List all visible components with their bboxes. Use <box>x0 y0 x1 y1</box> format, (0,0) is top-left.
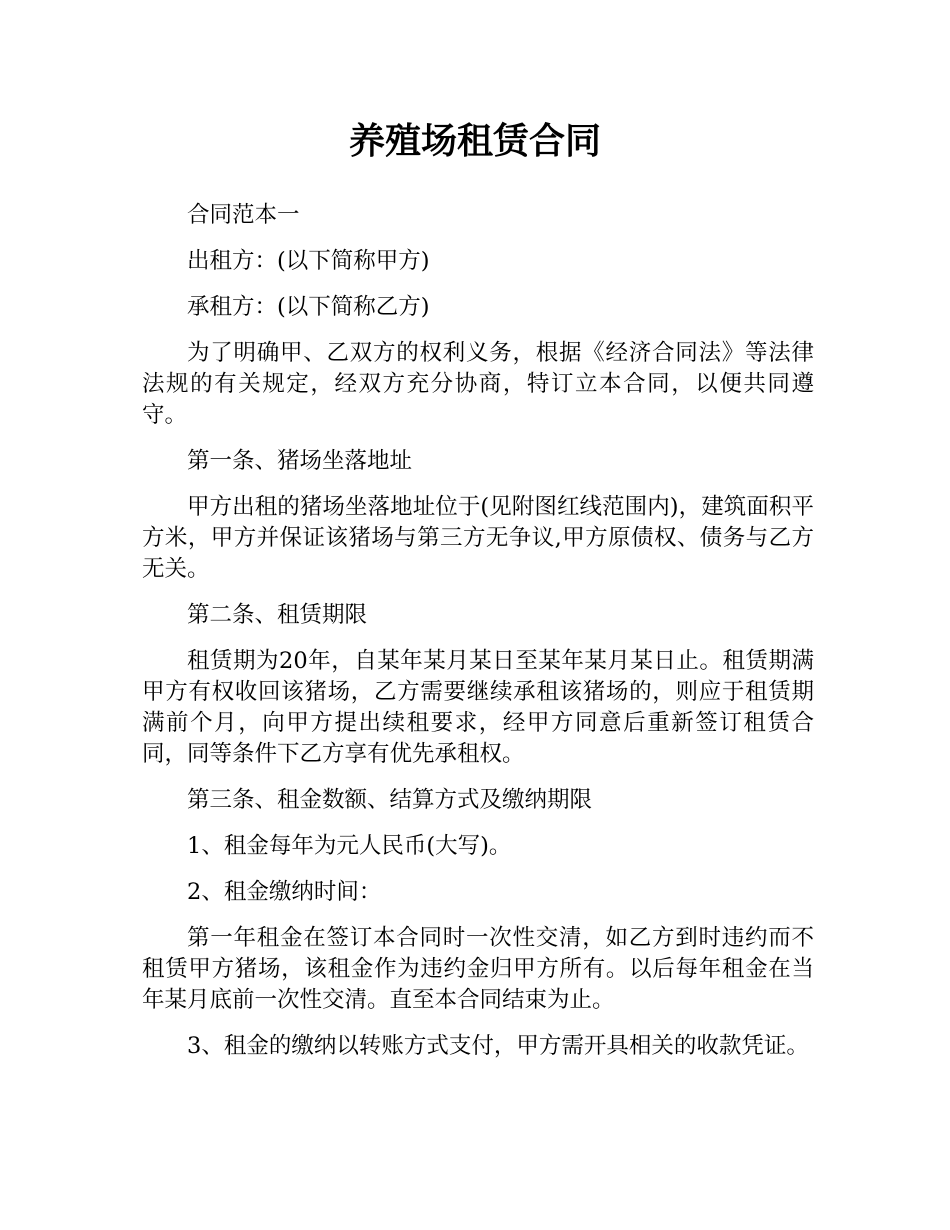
article-3-heading: 第三条、租金数额、结算方式及缴纳期限 <box>187 787 593 813</box>
paragraph-template-label: 合同范本一 <box>187 202 300 228</box>
article-3-item-3: 3、租金的缴纳以转账方式支付，甲方需开具相关的收款凭证。 <box>187 1033 809 1059</box>
document-title: 养殖场租赁合同 <box>348 121 601 162</box>
article-1-body: 甲方出租的猪场坐落地址位于(见附图红线范围内)，建筑面积平方米，甲方并保证该猪场与第三方无争议,甲方原债权、债务与乙方无关。 <box>142 494 814 582</box>
article-1-heading: 第一条、猪场坐落地址 <box>187 448 413 474</box>
article-3-item-2-body: 第一年租金在签订本合同时一次性交清，如乙方到时违约而不租赁甲方猪场，该租金作为违约金归甲方所有。以后每年租金在当年某月底前一次性交清。直至本合同结束为止。 <box>142 925 814 1013</box>
article-3-item-2: 2、租金缴纳时间： <box>187 879 382 905</box>
article-2-body: 租赁期为20年，自某年某月某日至某年某月某日止。租赁期满甲方有权收回该猪场，乙方需要继续承租该猪场的，则应于租赁期满前个月，向甲方提出续租要求，经甲方同意后重新签订租赁合同，同等条件下乙方享有优先承租权。 <box>142 648 814 767</box>
article-3-item-1: 1、租金每年为元人民币(大写)。 <box>187 833 512 859</box>
paragraph-lessee: 承租方：(以下简称乙方) <box>187 294 430 320</box>
article-2-heading: 第二条、租赁期限 <box>187 602 368 628</box>
paragraph-lessor: 出租方：(以下简称甲方) <box>187 248 430 274</box>
paragraph-preamble: 为了明确甲、乙双方的权利义务，根据《经济合同法》等法律法规的有关规定，经双方充分协商，特订立本合同，以便共同遵守。 <box>142 340 814 428</box>
document-body <box>142 200 814 1077</box>
